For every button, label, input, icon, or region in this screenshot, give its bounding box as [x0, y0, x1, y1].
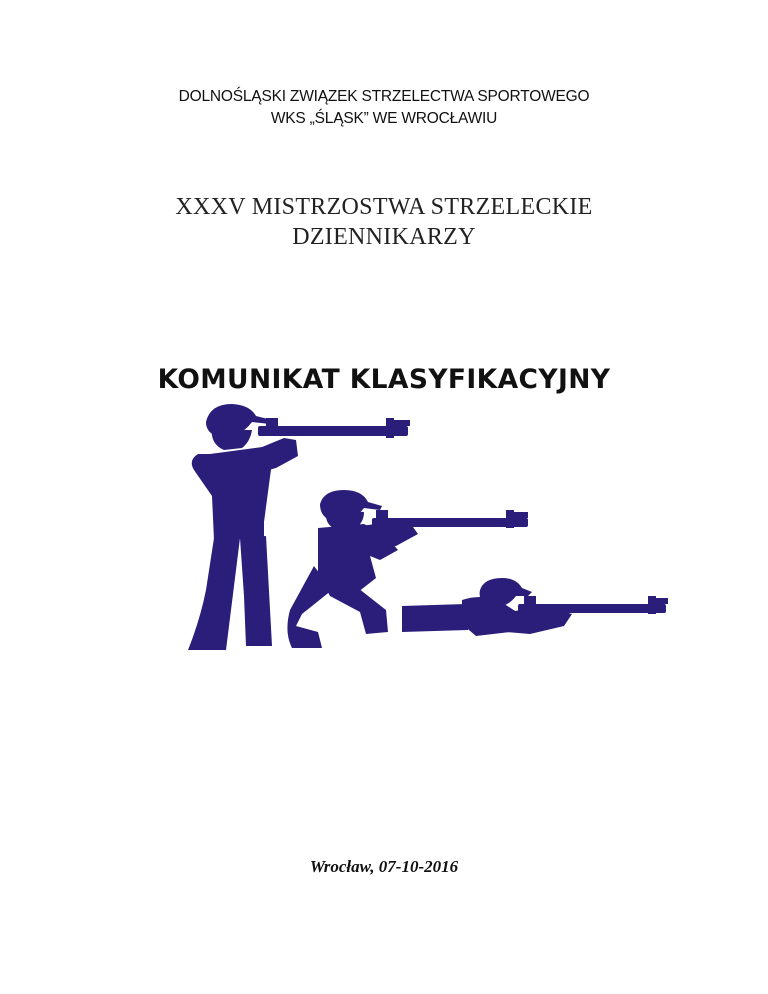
event-title-line1: XXXV MISTRZOSTWA STRZELECKIE [175, 194, 593, 220]
prone-shooter-icon [402, 578, 668, 636]
event-title-line2: DZIENNIKARZY [292, 224, 476, 250]
place-and-date: Wrocław, 07-10-2016 [309, 857, 459, 876]
document-title: KOMUNIKAT KLASYFIKACYJNY [157, 364, 611, 395]
shooting-positions-icon [180, 400, 670, 655]
organization-name-line1: DOLNOŚLĄSKI ZWIĄZEK STRZELECTWA SPORTOWEGO [178, 88, 590, 105]
organization-name-line2: WKS „ŚLĄSK” WE WROCŁAWIU [270, 110, 498, 127]
